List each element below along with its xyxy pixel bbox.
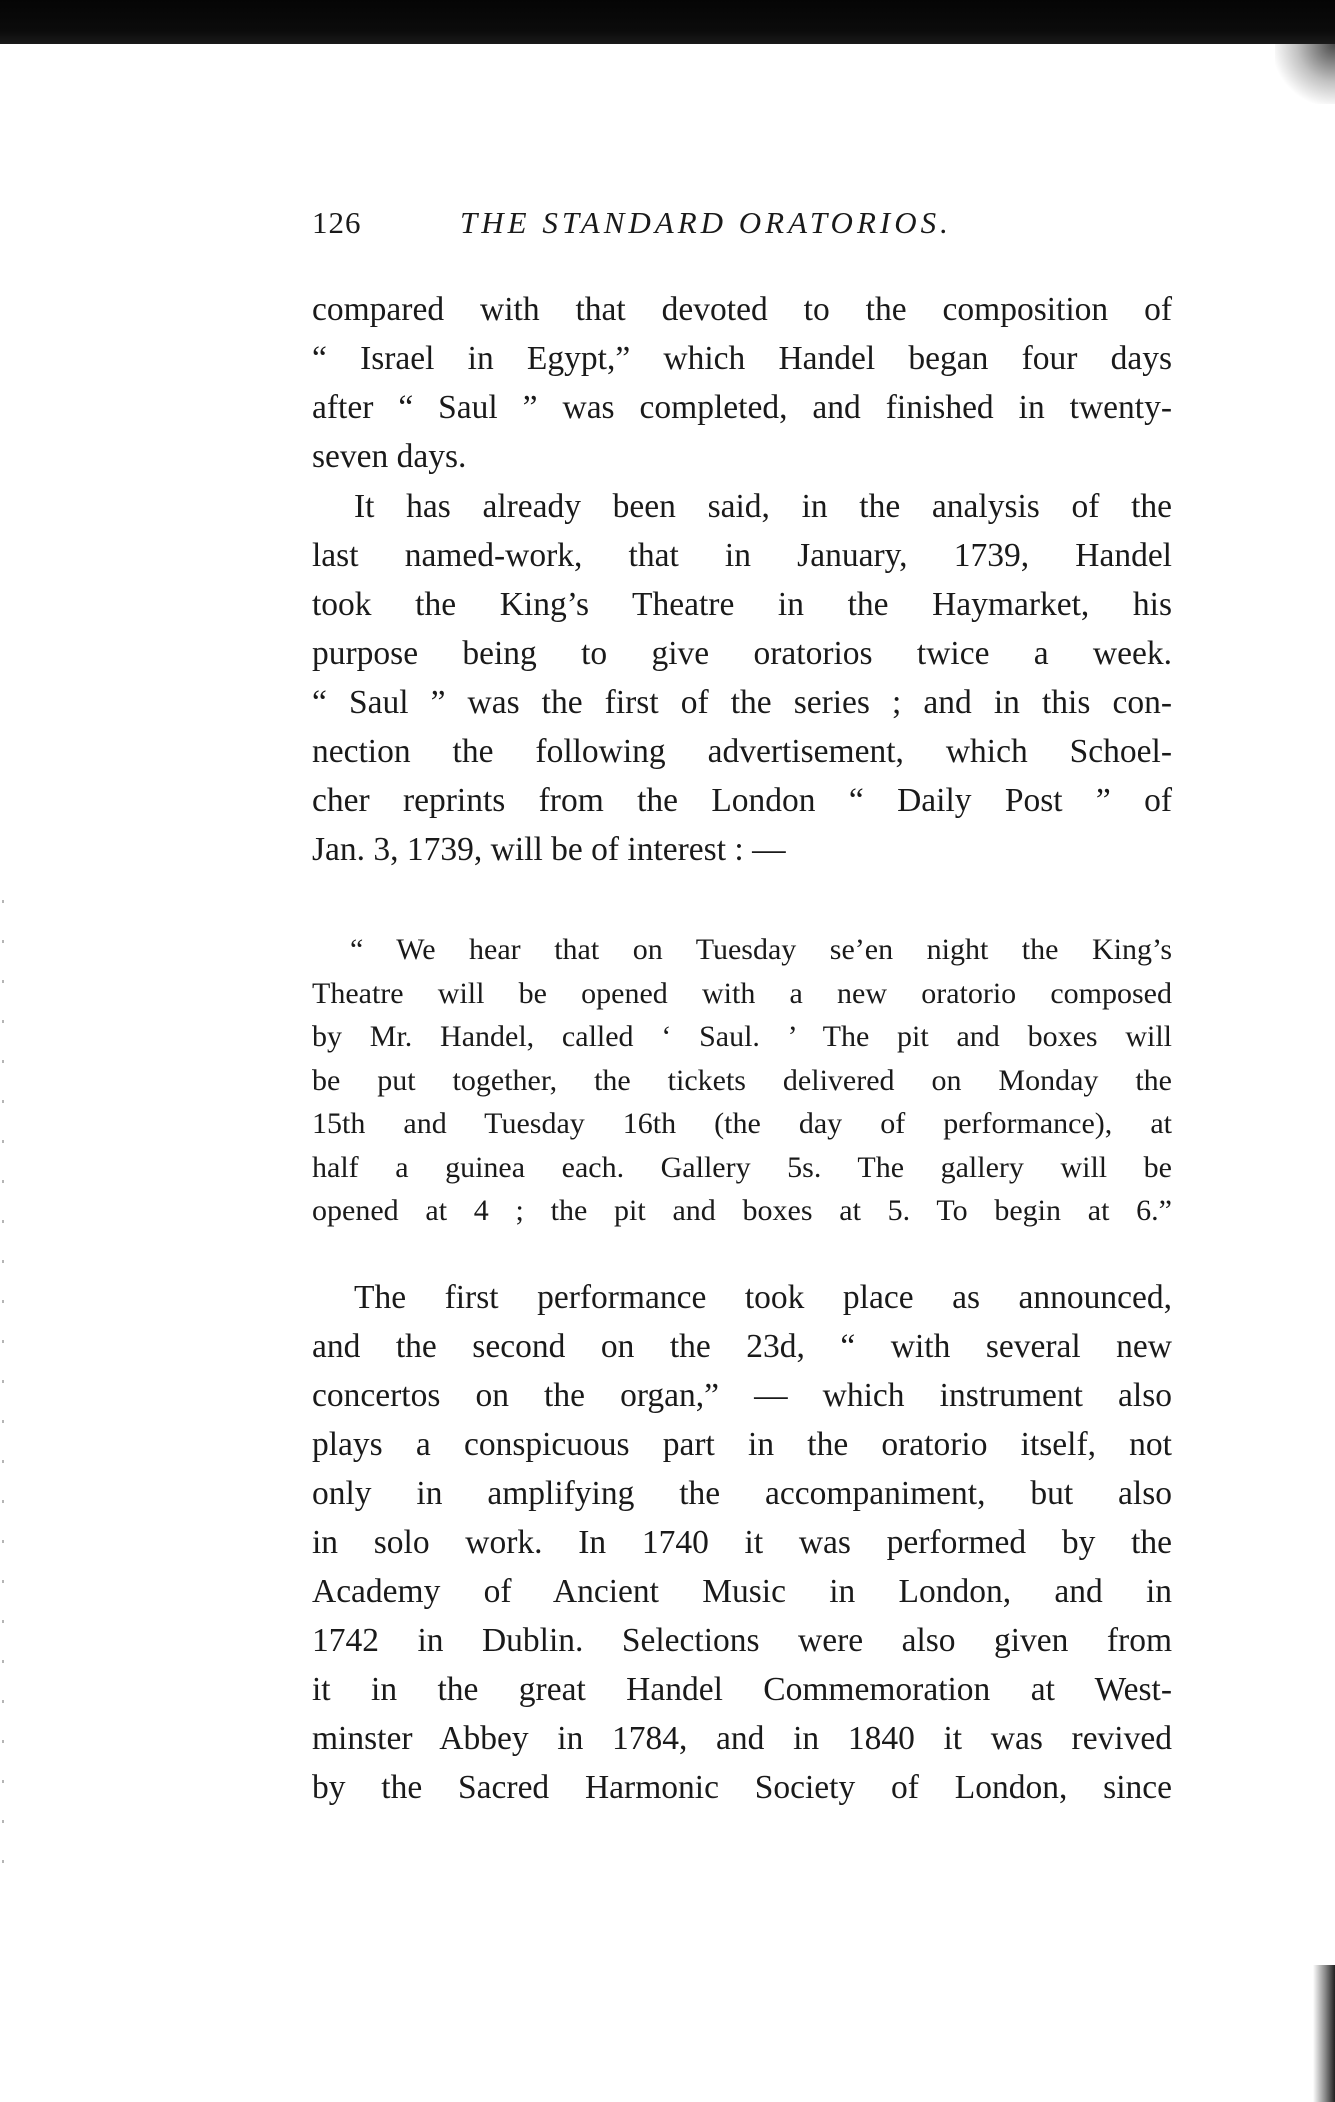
paragraph-3 bbox=[312, 1273, 1172, 1812]
quote-line: “ We hear that on Tuesday se’en night the King’s bbox=[350, 933, 1172, 966]
scan-margin-marks bbox=[2, 900, 4, 1900]
text-line: It has already been said, in the analysis of the bbox=[354, 488, 1172, 525]
text-line: plays a conspicuous part in the oratorio itself, not bbox=[312, 1426, 1172, 1463]
text-line: concertos on the organ,” — which instrument also bbox=[312, 1377, 1172, 1414]
running-head bbox=[312, 205, 1172, 255]
text-line: minster Abbey in 1784, and in 1840 it was revived bbox=[312, 1720, 1172, 1757]
text-line: “ Saul ” was the first of the series ; and in this con- bbox=[312, 684, 1172, 721]
text-line: only in amplifying the accompaniment, but also bbox=[312, 1475, 1172, 1512]
text-line: it in the great Handel Commemoration at West- bbox=[312, 1671, 1172, 1708]
quote-line: half a guinea each. Gallery 5s. The gallery will be bbox=[312, 1150, 1172, 1184]
scan-top-edge bbox=[0, 0, 1335, 44]
text-line: by the Sacred Harmonic Society of London, since bbox=[312, 1769, 1172, 1806]
text-line: Academy of Ancient Music in London, and in bbox=[312, 1573, 1172, 1610]
quote-line: by Mr. Handel, called ‘ Saul. ’ The pit and boxes will bbox=[312, 1020, 1172, 1053]
text-line: Jan. 3, 1739, will be of interest : — bbox=[312, 831, 786, 868]
text-line: The first performance took place as announced, bbox=[354, 1279, 1172, 1316]
text-line: 1742 in Dublin. Selections were also given from bbox=[312, 1622, 1172, 1659]
paragraph-2 bbox=[312, 482, 1172, 874]
quote-line: Theatre will be opened with a new oratorio composed bbox=[312, 976, 1172, 1010]
text-line: took the King’s Theatre in the Haymarket, his bbox=[312, 586, 1172, 623]
text-line: compared with that devoted to the composition of bbox=[312, 291, 1172, 328]
text-line: nection the following advertisement, which Schoel- bbox=[312, 733, 1172, 770]
text-line: in solo work. In 1740 it was performed by the bbox=[312, 1524, 1172, 1561]
quote-line: be put together, the tickets delivered on Monday the bbox=[312, 1063, 1172, 1097]
text-line: last named-work, that in January, 1739, Handel bbox=[312, 537, 1172, 574]
paragraph-1 bbox=[312, 285, 1172, 481]
text-line: cher reprints from the London “ Daily Post ” of bbox=[312, 782, 1172, 819]
text-line: and the second on the 23d, “ with several new bbox=[312, 1328, 1172, 1365]
text-line: “ Israel in Egypt,” which Handel began four days bbox=[312, 340, 1172, 377]
quote-line: opened at 4 ; the pit and boxes at 5. To begin at 6.” bbox=[312, 1194, 1172, 1227]
quoted-advertisement bbox=[312, 928, 1172, 1233]
text-line: seven days. bbox=[312, 438, 467, 475]
running-title: THE STANDARD ORATORIOS. bbox=[460, 205, 952, 240]
scan-edge-smudge bbox=[1313, 1965, 1335, 2102]
text-line: after “ Saul ” was completed, and finished in twenty- bbox=[312, 389, 1172, 426]
quote-line: 15th and Tuesday 16th (the day of performance), at bbox=[312, 1107, 1172, 1140]
page-number: 126 bbox=[312, 205, 362, 240]
text-line: purpose being to give oratorios twice a week. bbox=[312, 635, 1172, 672]
